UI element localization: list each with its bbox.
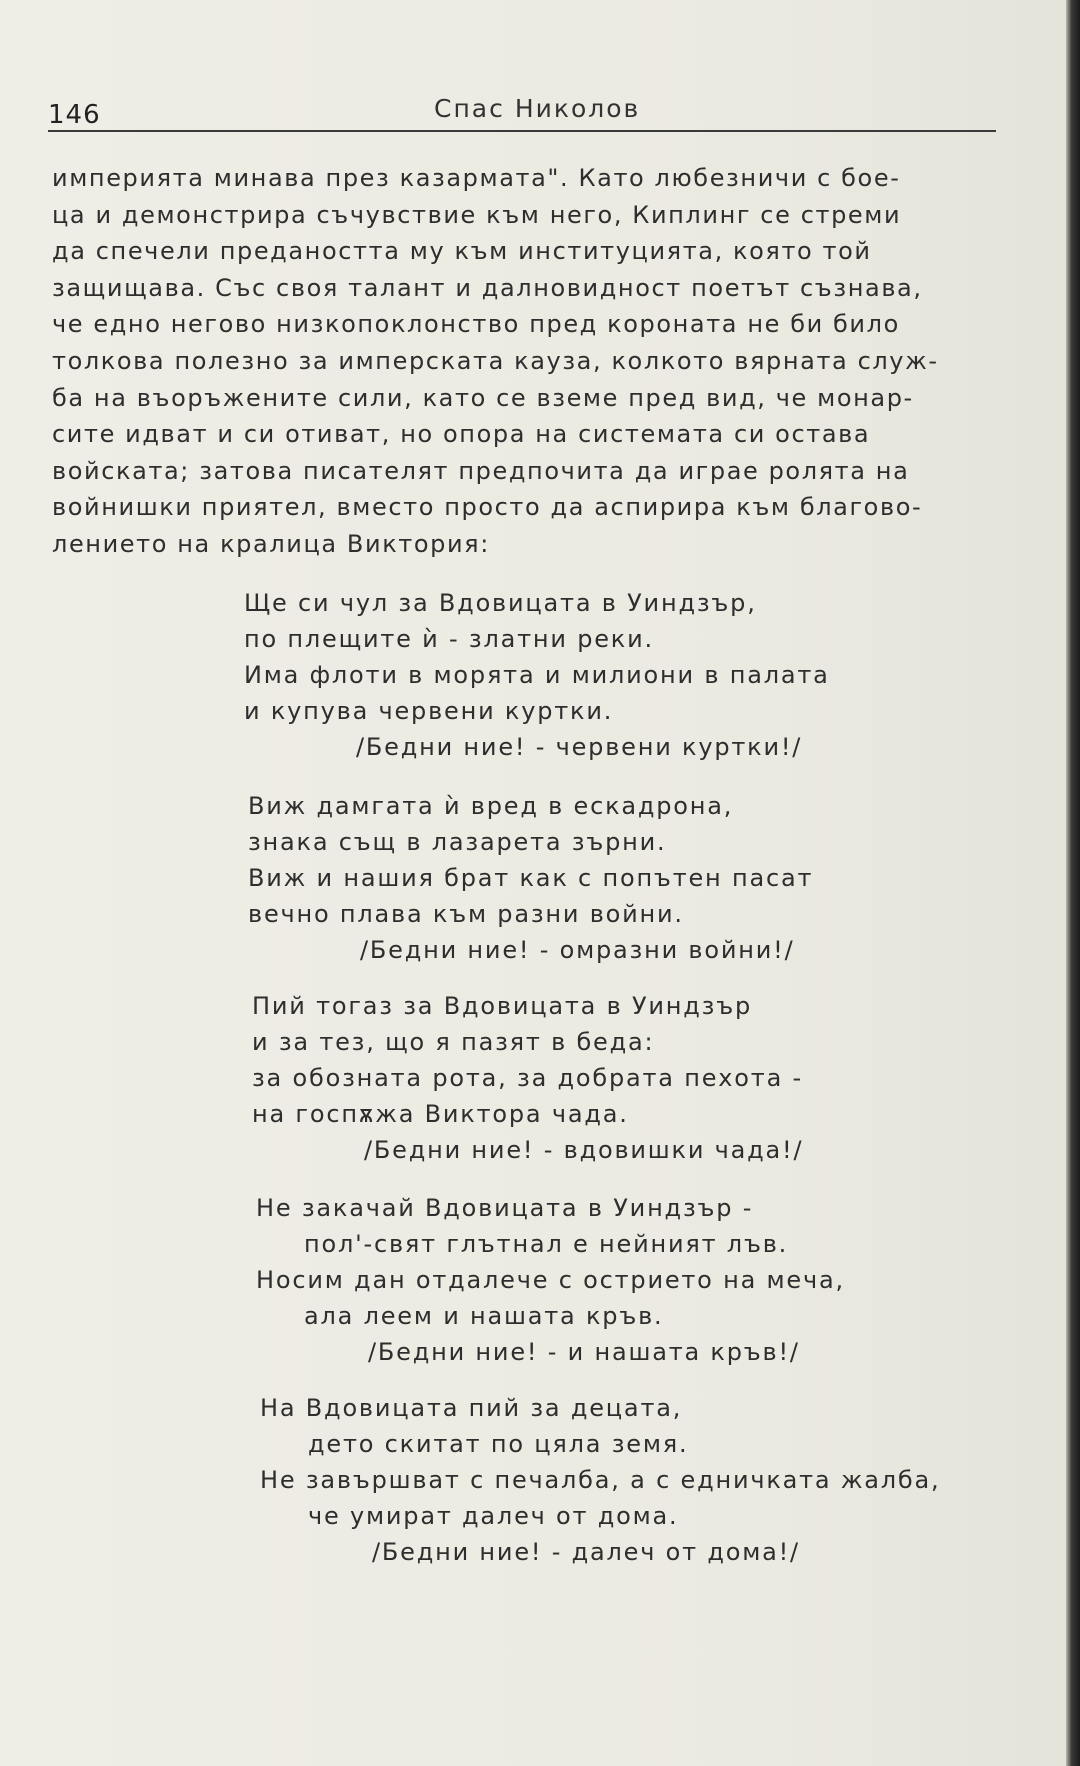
header-rule — [48, 130, 996, 132]
prose-line: защищава. Със своя талант и далновидност поетът съзнава, — [52, 273, 923, 302]
verse-line: Има флоти в морята и милиони в палата — [244, 661, 830, 689]
prose-paragraph — [52, 160, 1012, 563]
verse-line: На Вдовицата пий за децата, — [260, 1394, 683, 1422]
verse-line: и за тез, що я пазят в беда: — [252, 1028, 655, 1056]
verse-line: пол'-свят глътнал е нейният лъв. — [304, 1230, 789, 1258]
verse-line: Не завършват с печалба, а с едничката жалба, — [260, 1466, 941, 1494]
prose-line: да спечели предаността му към институцията, която той — [52, 237, 872, 266]
poem-stanza — [252, 988, 1012, 1168]
verse-refrain: /Бедни ние! - вдовишки чада!/ — [364, 1136, 804, 1164]
verse-line: на госпѫжа Викторa чада. — [252, 1100, 629, 1128]
running-head-author: Спас Николов — [434, 94, 641, 123]
verse-line: дето скитат по цяла земя. — [308, 1430, 689, 1458]
verse-line: Носим дан отдалече с острието на меча, — [256, 1266, 845, 1294]
verse-line: че умират далеч от дома. — [308, 1502, 679, 1530]
poem-stanza — [244, 585, 1004, 765]
prose-line: ца и демонстрира съчувствие към него, Киплинг се стреми — [52, 200, 902, 229]
verse-line: и купува червени куртки. — [244, 697, 614, 725]
prose-line: ба на въоръжените сили, като се вземе пред вид, че монар- — [52, 383, 914, 412]
verse-refrain: /Бедни ние! - и нашата кръв!/ — [368, 1338, 800, 1366]
verse-line: ала леем и нашата кръв. — [304, 1302, 664, 1330]
verse-line: за обозната рота, за добрата пехота - — [252, 1064, 803, 1092]
prose-line: войнишки приятел, вместо просто да аспирира към благово- — [52, 493, 923, 522]
prose-line: че едно негово низкопоклонство пред короната не би било — [52, 310, 900, 339]
prose-line: толкова полезно за имперската кауза, колкото вярната служ- — [52, 346, 939, 375]
verse-line: вечно плава към разни войни. — [248, 900, 684, 928]
poem-stanza — [256, 1190, 1016, 1370]
verse-line: Виж и нашия брат как с попътен пасат — [248, 864, 814, 892]
verse-line: Ще си чул за Вдовицата в Уиндзър, — [244, 589, 757, 617]
verse-line: Пий тогаз за Вдовицата в Уиндзър — [252, 992, 753, 1020]
verse-refrain: /Бедни ние! - далеч от дома!/ — [372, 1538, 800, 1566]
poem-stanza — [260, 1390, 1020, 1570]
prose-line: войската; затова писателят предпочита да играе ролята на — [52, 456, 910, 485]
prose-line: империята минава през казармата". Като любезничи с бое- — [52, 164, 901, 192]
prose-line: лението на кралица Виктория: — [52, 529, 490, 558]
verse-line: знака същ в лазарета зърни. — [248, 828, 667, 856]
page-number: 146 — [48, 100, 101, 130]
page-header — [48, 92, 996, 132]
poem-stanza — [248, 788, 1008, 968]
page-binding-edge — [1066, 0, 1080, 1766]
verse-refrain: /Бедни ние! - омразни войни!/ — [360, 936, 795, 964]
prose-line: сите идват и си отиват, но опора на системата си остава — [52, 420, 871, 449]
verse-line: Не закачай Вдовицата в Уиндзър - — [256, 1194, 754, 1222]
verse-line: по плещите ѝ - златни реки. — [244, 625, 654, 653]
verse-line: Виж дамгата ѝ вред в ескадрона, — [248, 792, 734, 820]
verse-refrain: /Бедни ние! - червени куртки!/ — [356, 733, 803, 761]
